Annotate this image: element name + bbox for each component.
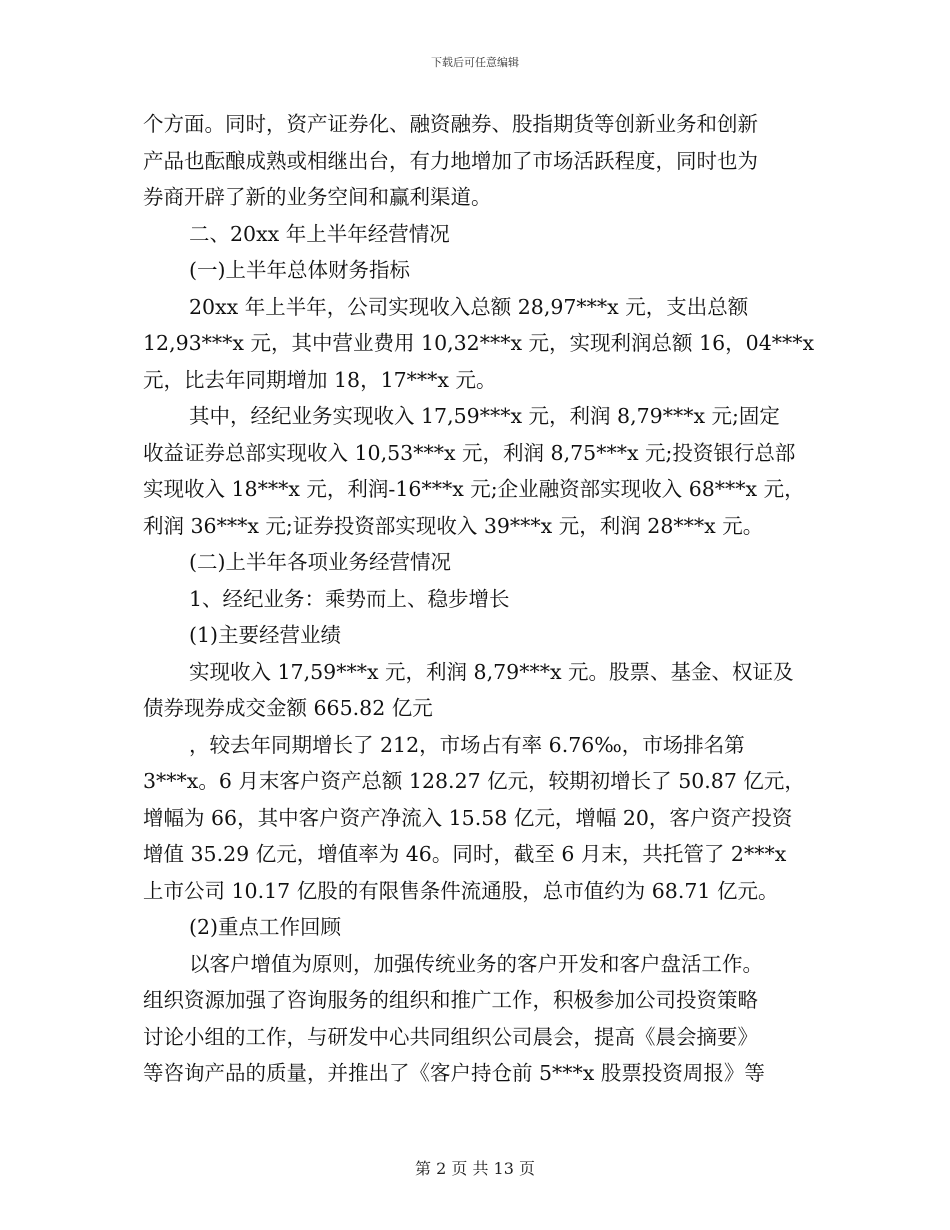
text-line: 20xx 年上半年，公司实现收入总额 28,97***x 元，支出总额 <box>189 294 749 319</box>
subsection-heading: (2)重点工作回顾 <box>189 915 342 939</box>
page-footer: 第 2 页 共 13 页 <box>415 1159 535 1178</box>
text-line: 券商开辟了新的业务空间和赢利渠道。 <box>143 185 492 209</box>
text-line: 个方面。同时，资产证券化、融资融券、股指期货等创新业务和创新 <box>143 112 758 136</box>
text-line: 上市公司 10.17 亿股的有限售条件流通股，总市值约为 68.71 亿元。 <box>143 878 779 903</box>
text-line: 元，比去年同期增加 18，17***x 元。 <box>143 367 497 392</box>
page-header: 下载后可任意编辑 <box>431 56 519 69</box>
subsection-heading: (二)上半年各项业务经营情况 <box>189 550 451 574</box>
text-line: 产品也酝酿成熟或相继出台，有力地增加了市场活跃程度，同时也为 <box>143 148 758 173</box>
subsection-heading: (一)上半年总体财务指标 <box>189 258 410 282</box>
text-line: 增幅为 66，其中客户资产净流入 15.58 亿元，增幅 20，客户资产投资 <box>143 805 793 830</box>
text-line: ，较去年同期增长了 212，市场占有率 6.76‰，市场排名第 <box>189 732 745 757</box>
text-line: 等咨询产品的质量，并推出了《客户持仓前 5***x 股票投资周报》等 <box>143 1061 765 1085</box>
text-line: 组织资源加强了咨询服务的组织和推广工作，积极参加公司投资策略 <box>143 988 758 1012</box>
document-body <box>143 106 815 1092</box>
section-heading: 二、20xx 年上半年经营情况 <box>189 221 450 246</box>
text-line: 12,93***x 元，其中营业费用 10,32***x 元，实现利润总额 16，04***x <box>143 331 815 355</box>
subsection-heading: (1)主要经营业绩 <box>189 623 342 647</box>
text-line: 以客户增值为原则，加强传统业务的客户开发和客户盘活工作。 <box>189 951 763 976</box>
text-line: 3***x。6 月末客户资产总额 128.27 亿元，较期初增长了 50.87 亿元， <box>143 769 805 793</box>
text-line: 讨论小组的工作，与研发中心共同组织公司晨会，提高《晨会摘要》 <box>143 1024 758 1049</box>
text-line: 实现收入 17,59***x 元，利润 8,79***x 元。股票、基金、权证及 <box>189 659 794 684</box>
text-line: 增值 35.29 亿元，增值率为 46。同时，截至 6 月末，共托管了 2***x <box>143 842 787 866</box>
text-line: 利润 36***x 元;证券投资部实现收入 39***x 元，利润 28***x 元。 <box>143 513 764 538</box>
subsection-heading: 1、经纪业务：乘势而上、稳步增长 <box>189 586 510 611</box>
text-line: 收益证券总部实现收入 10,53***x 元，利润 8,75***x 元;投资银行总部 <box>143 440 796 465</box>
text-line: 其中，经纪业务实现收入 17,59***x 元，利润 8,79***x 元;固定 <box>189 404 780 428</box>
text-line: 债券现券成交金额 665.82 亿元 <box>143 696 433 720</box>
text-line: 实现收入 18***x 元，利润-16***x 元;企业融资部实现收入 68***x 元， <box>143 477 805 501</box>
